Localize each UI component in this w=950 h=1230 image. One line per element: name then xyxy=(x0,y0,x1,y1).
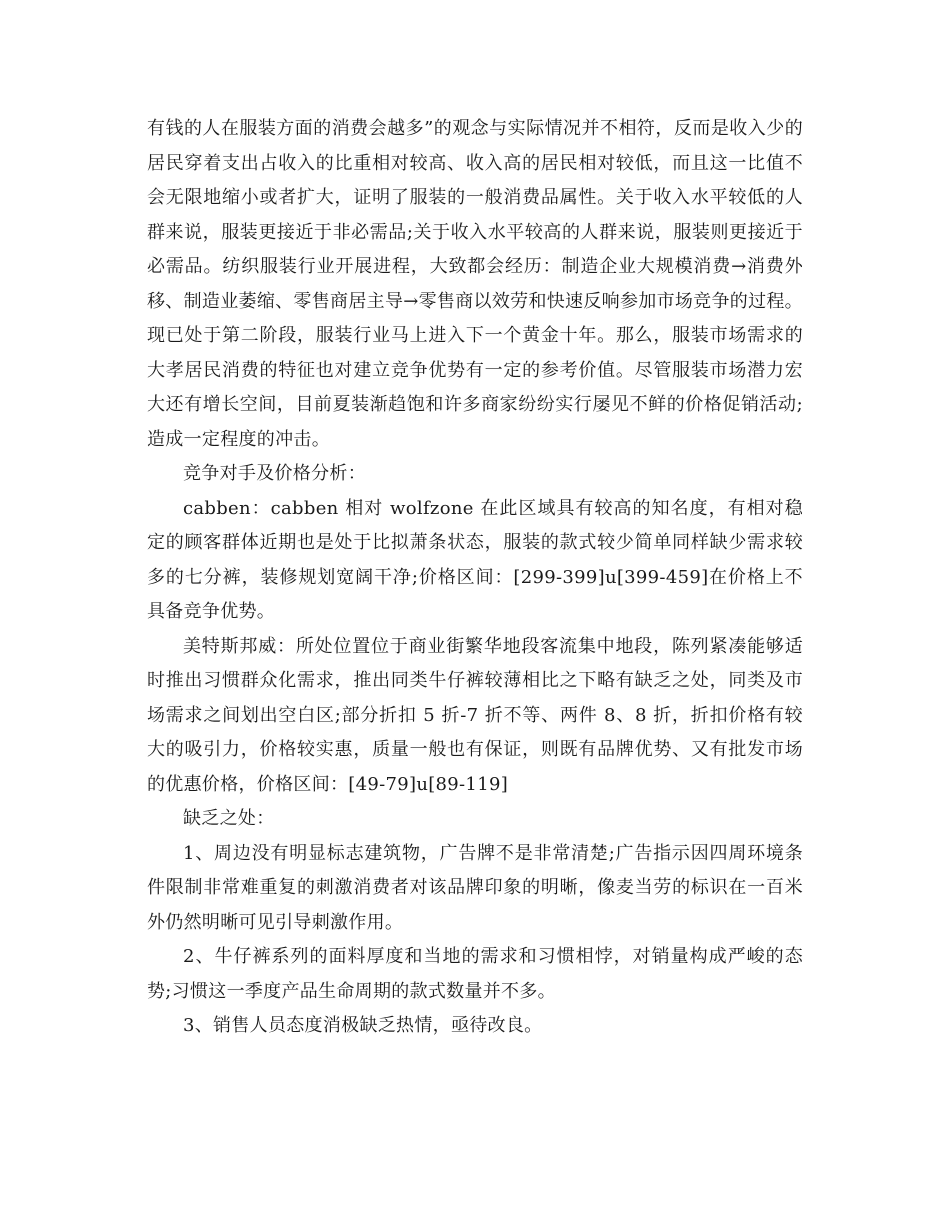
list-item-shortcoming-1: 1、周边没有明显标志建筑物，广告牌不是非常清楚;广告指示因四周环境条件限制非常难重复的刺激消费者对该品牌印象的明晰，像麦当劳的标识在一百米外仍然明晰可见引导刺激作用。 xyxy=(147,842,803,933)
heading-competitor-price-analysis: 竞争对手及价格分析： xyxy=(183,463,366,484)
list-item-shortcoming-3: 3、销售人员态度消极缺乏热情，亟待改良。 xyxy=(183,1015,543,1036)
paragraph-metersbonwe: 美特斯邦威：所处位置位于商业街繁华地段客流集中地段，陈列紧凑能够适时推出习惯群众化需求，推出同类牛仔裤较薄相比之下略有缺乏之处，同类及市场需求之间划出空白区;部分折扣 5 折-7 折不等、两件 8、8 折，折扣价格有较大的吸引力，价格较实惠，质量一般也有保证，则既有品牌优势、又有批发市场的优惠价格，价格区间：[49-79]u[89-119] xyxy=(147,635,803,795)
paragraph-cabben: cabben：cabben 相对 wolfzone 在此区域具有较高的知名度，有相对稳定的顾客群体近期也是处于比拟萧条状态，服装的款式较少简单同样缺少需求较多的七分裤，装修规划宽阔干净;价格区间：[299-399]u[399-459]在价格上不具备竞争优势。 xyxy=(147,497,803,622)
heading-shortcomings: 缺乏之处： xyxy=(183,808,275,829)
paragraph-consumption-analysis: 有钱的人在服装方面的消费会越多”的观念与实际情况并不相符，反而是收入少的居民穿着支出占收入的比重相对较高、收入高的居民相对较低，而且这一比值不会无限地缩小或者扩大，证明了服装的一般消费品属性。关于收入水平较低的人群来说，服装更接近于非必需品;关于收入水平较高的人群来说，服装则更接近于必需品。纺织服装行业开展进程，大致都会经历：制造企业大规模消费→消费外移、制造业萎缩、零售商居主导→零售商以效劳和快速反响参加市场竞争的过程。现已处于第二阶段，服装行业马上进入下一个黄金十年。那么，服装市场需求的大孝居民消费的特征也对建立竞争优势有一定的参考价值。尽管服装市场潜力宏大还有增长空间，目前夏装渐趋饱和许多商家纷纷实行屡见不鲜的价格促销活动;造成一定程度的冲击。 xyxy=(147,118,803,450)
document-body xyxy=(147,112,803,1044)
list-item-shortcoming-2: 2、牛仔裤系列的面料厚度和当地的需求和习惯相悖，对销量构成严峻的态势;习惯这一季度产品生命周期的款式数量并不多。 xyxy=(147,946,803,1002)
